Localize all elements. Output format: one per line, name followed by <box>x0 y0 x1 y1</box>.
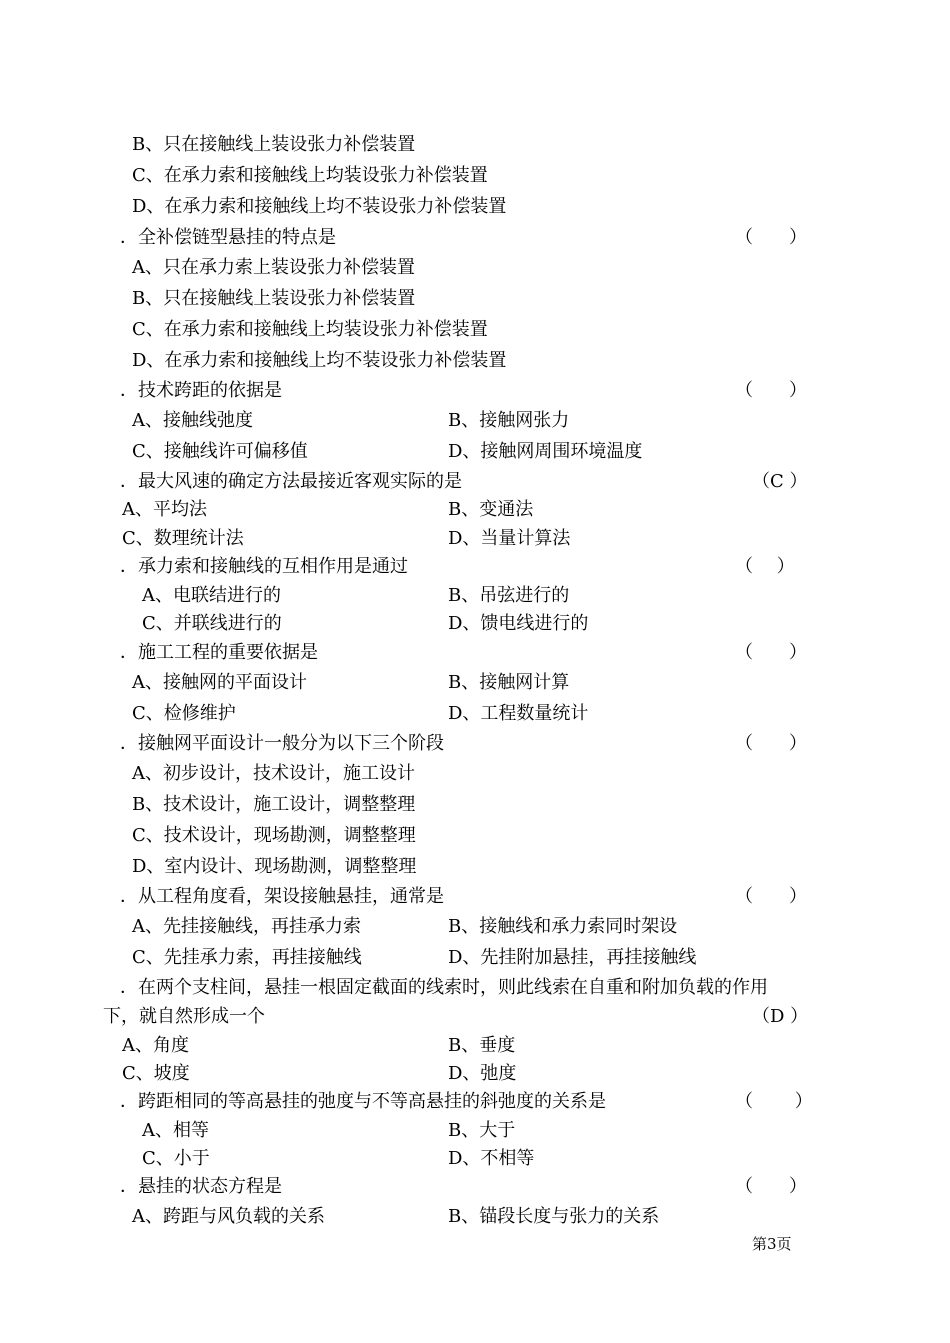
option-left: A、接触线弛度 <box>132 410 253 431</box>
answer-bracket: （ ） <box>735 1091 813 1112</box>
question-line-continued: 下，就自然形成一个 <box>103 1006 265 1027</box>
option-line: D、在承力索和接触线上均不装设张力补偿装置 <box>132 350 507 371</box>
question-line: ．承力索和接触线的互相作用是通过 <box>120 556 408 577</box>
option-right: D、接触网周围环境温度 <box>448 441 643 462</box>
question-line: ．施工工程的重要依据是 <box>120 642 318 663</box>
option-left: C、并联线进行的 <box>142 613 282 634</box>
answer-bracket: （ ） <box>735 1176 807 1197</box>
option-left: A、跨距与风负载的关系 <box>132 1206 325 1227</box>
option-left: A、角度 <box>122 1035 189 1056</box>
answer-bracket: （ ） <box>735 380 807 401</box>
question-line: ．从工程角度看，架设接触悬挂，通常是 <box>120 886 444 907</box>
option-right: B、接触网张力 <box>448 410 570 431</box>
page-number: 第3页 <box>752 1235 792 1253</box>
question-line: ．技术跨距的依据是 <box>120 380 282 401</box>
option-line: B、只在接触线上装设张力补偿装置 <box>132 134 416 155</box>
option-right: D、先挂附加悬挂，再挂接触线 <box>448 947 697 968</box>
option-right: B、吊弦进行的 <box>448 585 570 606</box>
option-line: A、只在承力索上装设张力补偿装置 <box>132 257 415 278</box>
question-line: ．最大风速的确定方法最接近客观实际的是 <box>120 471 462 492</box>
option-line: A、初步设计，技术设计，施工设计 <box>132 763 415 784</box>
option-right: B、接触网计算 <box>448 672 570 693</box>
option-left: C、接触线许可偏移值 <box>132 441 308 462</box>
option-line: B、只在接触线上装设张力补偿装置 <box>132 288 416 309</box>
question-line: ．在两个支柱间，悬挂一根固定截面的线索时，则此线索在自重和附加负载的作用 <box>120 977 768 998</box>
question-line: ．接触网平面设计一般分为以下三个阶段 <box>120 733 444 754</box>
option-right: D、当量计算法 <box>448 528 571 549</box>
option-right: B、变通法 <box>448 499 534 520</box>
option-left: A、相等 <box>142 1120 209 1141</box>
option-right: D、工程数量统计 <box>448 703 589 724</box>
option-right: D、不相等 <box>448 1148 535 1169</box>
option-line: D、室内设计、现场勘测，调整整理 <box>132 856 417 877</box>
option-right: D、弛度 <box>448 1063 517 1084</box>
answer-bracket: （ ） <box>735 642 807 663</box>
option-left: C、检修维护 <box>132 703 236 724</box>
option-left: A、电联结进行的 <box>142 585 281 606</box>
question-line: ．全补偿链型悬挂的特点是 <box>120 227 336 248</box>
question-line: ．跨距相同的等高悬挂的弛度与不等高悬挂的斜弛度的关系是 <box>120 1091 606 1112</box>
option-line: B、技术设计，施工设计，调整整理 <box>132 794 416 815</box>
option-left: C、小于 <box>142 1148 210 1169</box>
answer-bracket: （D ） <box>752 1006 809 1027</box>
option-right: B、垂度 <box>448 1035 516 1056</box>
option-right: B、锚段长度与张力的关系 <box>448 1206 660 1227</box>
option-left: A、先挂接触线，再挂承力索 <box>132 916 361 937</box>
option-line: C、在承力索和接触线上均装设张力补偿装置 <box>132 319 488 340</box>
option-left: A、接触网的平面设计 <box>132 672 307 693</box>
option-left: C、坡度 <box>122 1063 190 1084</box>
question-line: ．悬挂的状态方程是 <box>120 1176 282 1197</box>
option-right: B、大于 <box>448 1120 516 1141</box>
answer-bracket: （ ） <box>735 733 807 754</box>
option-right: D、馈电线进行的 <box>448 613 589 634</box>
option-line: C、在承力索和接触线上均装设张力补偿装置 <box>132 165 488 186</box>
answer-bracket: （ ） <box>735 556 795 577</box>
option-left: C、数理统计法 <box>122 528 244 549</box>
answer-bracket: （ ） <box>735 227 807 248</box>
option-left: C、先挂承力索，再挂接触线 <box>132 947 362 968</box>
answer-bracket: （C ） <box>752 471 808 492</box>
option-right: B、接触线和承力索同时架设 <box>448 916 678 937</box>
option-line: D、在承力索和接触线上均不装设张力补偿装置 <box>132 196 507 217</box>
option-line: C、技术设计，现场勘测，调整整理 <box>132 825 416 846</box>
option-left: A、平均法 <box>122 499 207 520</box>
answer-bracket: （ ） <box>735 886 807 907</box>
